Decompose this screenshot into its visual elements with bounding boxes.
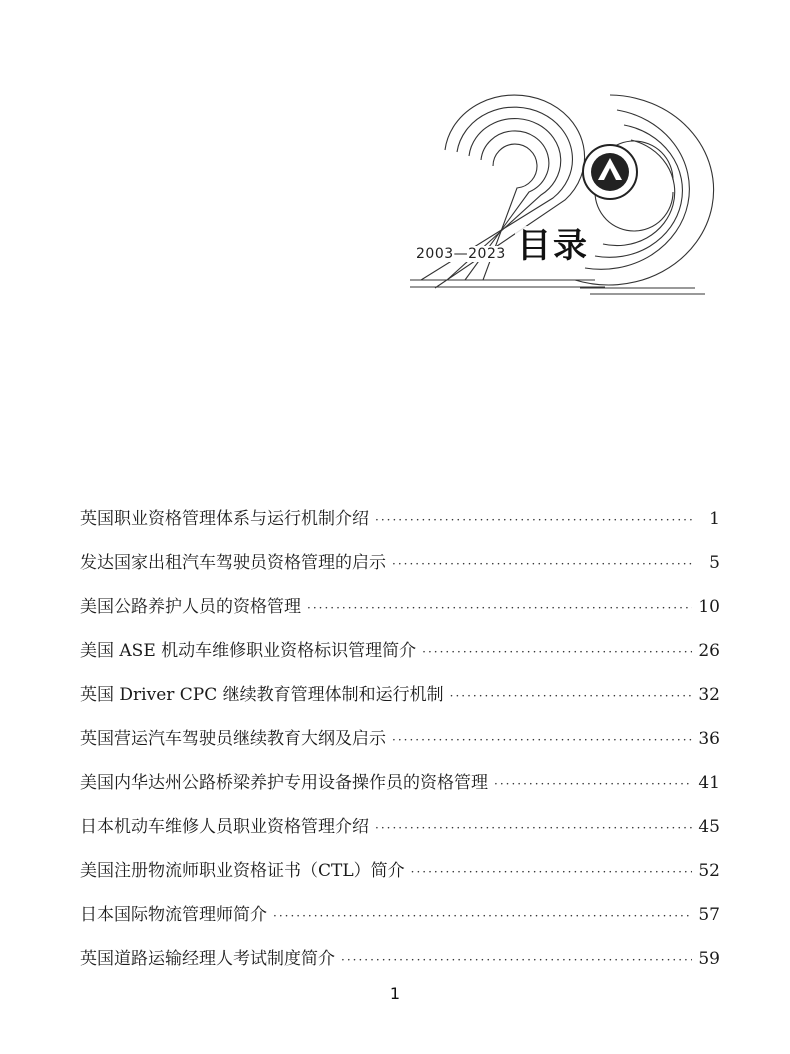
toc-entry-title: 美国公路养护人员的资格管理 — [80, 597, 301, 617]
emblem-years: 2003—2023 — [416, 246, 506, 262]
page-number: 1 — [389, 984, 401, 1003]
toc-leader-dots — [392, 542, 694, 586]
toc-entry-title: 英国职业资格管理体系与运行机制介绍 — [80, 509, 369, 529]
toc-entry[interactable] — [80, 849, 720, 893]
toc-leader-dots — [494, 762, 692, 806]
toc-entry-page: 5 — [709, 553, 720, 573]
toc-entry-page: 41 — [698, 773, 720, 793]
toc-entry-page: 1 — [709, 509, 720, 529]
toc-leader-dots — [307, 586, 692, 630]
toc-entry-page: 45 — [698, 817, 720, 837]
toc-leader-dots — [392, 718, 692, 762]
toc-entry-title: 美国注册物流师职业资格证书（CTL）简介 — [80, 861, 405, 881]
toc-entry-page: 59 — [698, 949, 720, 969]
anniversary-emblem — [405, 80, 735, 295]
toc-entry-title: 日本国际物流管理师简介 — [80, 905, 267, 925]
toc-entry-page: 52 — [698, 861, 720, 881]
toc-leader-dots — [450, 674, 693, 718]
toc-entry-title: 发达国家出租汽车驾驶员资格管理的启示 — [80, 553, 386, 573]
toc-entry[interactable] — [80, 805, 720, 849]
toc-entry-title: 英国营运汽车驾驶员继续教育大纲及启示 — [80, 729, 386, 749]
toc-entry-title: 英国 Driver CPC 继续教育管理体制和运行机制 — [80, 685, 444, 705]
toc-entry[interactable] — [80, 893, 720, 937]
toc-entry-page: 36 — [698, 729, 720, 749]
toc-entry-title: 美国内华达州公路桥梁养护专用设备操作员的资格管理 — [80, 773, 488, 793]
toc-entry-title: 美国 ASE 机动车维修职业资格标识管理简介 — [80, 641, 417, 661]
page-title: 目录 — [517, 226, 589, 266]
toc-entry-page: 57 — [698, 905, 720, 925]
toc-leader-dots — [341, 938, 692, 982]
toc-entry[interactable] — [80, 629, 720, 673]
toc-entry[interactable] — [80, 717, 720, 761]
toc-entry-page: 26 — [698, 641, 720, 661]
toc-leader-dots — [273, 894, 692, 938]
toc-entry-page: 32 — [698, 685, 720, 705]
toc-entry-title: 日本机动车维修人员职业资格管理介绍 — [80, 817, 369, 837]
toc-leader-dots — [375, 806, 692, 850]
toc-leader-dots — [422, 630, 692, 674]
toc-entry[interactable] — [80, 497, 720, 541]
toc-entry[interactable] — [80, 585, 720, 629]
toc-entry[interactable] — [80, 937, 720, 981]
toc-entry-page: 10 — [698, 597, 720, 617]
toc-entry[interactable] — [80, 673, 720, 717]
toc-leader-dots — [411, 850, 693, 894]
toc-entry-title: 英国道路运输经理人考试制度简介 — [80, 949, 335, 969]
table-of-contents — [80, 497, 720, 981]
toc-entry[interactable] — [80, 761, 720, 805]
toc-entry[interactable] — [80, 541, 720, 585]
toc-leader-dots — [375, 498, 694, 542]
